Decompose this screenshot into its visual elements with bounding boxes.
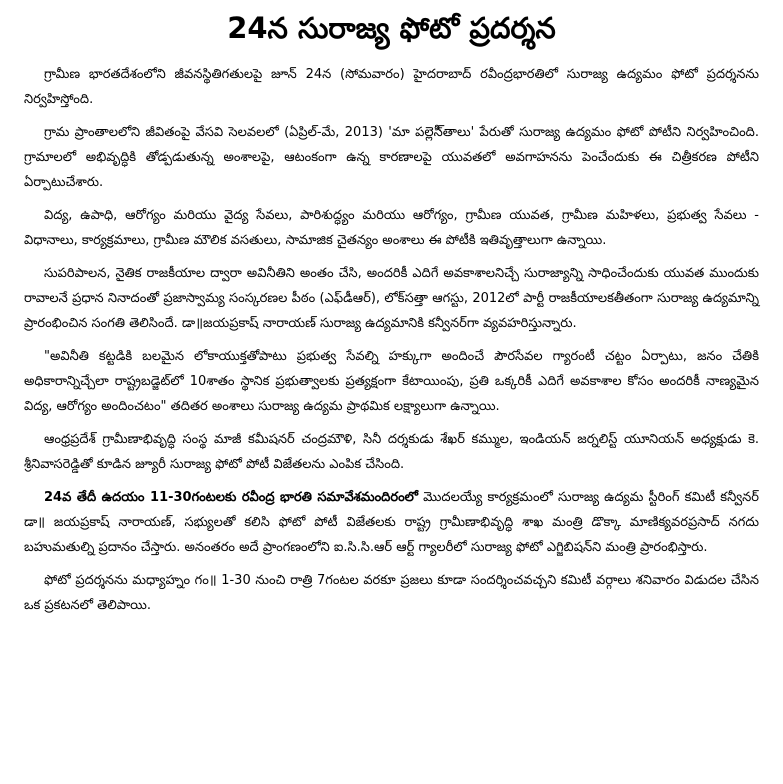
paragraph-text: విద్య, ఉపాధి, ఆరోగ్యం మరియు వైద్య సేవలు, పారిశుద్ధ్యం మరియు ఆరోగ్యం, గ్రామీణ యువత, గ్రామీణ మహిళలు, ప్రభుత్వ సేవలు - విధానాలు, కార్యక్రమాలు, గ్రామీణ మౌలిక వసతులు, సామాజిక చైతన్యం అంశాలు ఈ పోటీకి ఇతివృత్తాలుగా ఉన్నాయి.	[24, 208, 759, 248]
article-title: 24న సురాజ్య ఫోటో ప్రదర్శన	[227, 11, 556, 45]
article-paragraph-7	[24, 485, 759, 560]
article-paragraph-8	[24, 568, 759, 618]
paragraph-text: మొదలయ్యే కార్యక్రమంలో సురాజ్య ఉద్యమ స్టీరింగ్ కమిటీ కన్వీనర్ డా॥ జయప్రకాష్ నారాయణ్, సభ్యులతో కలిసి ఫోటో పోటీ విజేతలకు రాష్ట్ర గ్రామీణాభివృద్ధి శాఖ మంత్రి డొక్కా మాణిక్యవరప్రసాద్ నగదు బహుమతుల్ని ప్రదానం చేస్తారు. అనంతరం అదే ప్రాంగణంలోని ఐ.సి.సి.ఆర్ ఆర్ట్ గ్యాలరీలో సురాజ్య ఫోటో ఎగ్జిబిషన్‌ని మంత్రి ప్రారంభిస్తారు.	[24, 490, 759, 555]
article-paragraph-2	[24, 120, 759, 195]
article-paragraph-1	[24, 62, 759, 112]
paragraph-text: గ్రామీణ భారతదేశంలోని జీవనస్థితిగతులపై జూన్ 24న (సోమవారం) హైదరాబాద్ రవీంద్రభారతిలో సురాజ్య ఉద్యమం ఫోటో ప్రదర్శనను నిర్వహిస్తోంది.	[24, 67, 759, 107]
paragraph-text: ఆంధ్రప్రదేశ్ గ్రామీణాభివృద్ధి సంస్థ మాజీ కమీషనర్ చంద్రమౌళి, సినీ దర్శకుడు శేఖర్ కమ్ముల, ఇండియన్ జర్నలిస్ట్ యూనియన్ అధ్యక్షుడు కె. శ్రీనివాసరెడ్డితో కూడిన జ్యూరీ సురాజ్య ఫోటో పోటీ విజేతలను ఎంపిక చేసింది.	[24, 432, 759, 472]
paragraph-text: గ్రామ ప్రాంతాలలోని జీవితంపై వేసవి సెలవలలో (ఏప్రిల్-మే, 2013) 'మా పల్లెసీ్తాలు' పేరుతో సురాజ్య ఉద్యమం ఫోటో పోటీని నిర్వహించింది. గ్రామాలలో అభివృద్ధికి తోడ్పడుతున్న అంశాలపై, ఆటంకంగా ఉన్న కారణాలపై యువతలో అవగాహనను పెంచేందుకు ఈ చిత్రీకరణ పోటీని ఏర్పాటుచేశారు.	[24, 125, 759, 190]
paragraph-text: సుపరిపాలన, నైతిక రాజకీయాల ద్వారా అవినీతిని అంతం చేసి, అందరికీ ఎదిగే అవకాశాలనిచ్చే సురాజ్యాన్ని సాధించేందుకు యువత ముందుకు రావాలనే ప్రధాన నినాదంతో ప్రజాస్వామ్య సంస్కరణల పీఠం (ఎఫ్‌డీఆర్), లోక్‌సత్తా ఆగస్టు, 2012లో పార్టీ రాజకీయాలకతీతంగా సురాజ్య ఉద్యమాన్ని ప్రారంభించిన సంగతి తెలిసిందే. డా॥జయప్రకాష్ నారాయణ్ సురాజ్య ఉద్యమానికి కన్వీనర్‌గా వ్యవహరిస్తున్నారు.	[24, 266, 759, 331]
article-paragraph-6	[24, 427, 759, 477]
article-paragraph-4	[24, 261, 759, 336]
paragraph-text: "అవినీతి కట్టడికి బలమైన లోకాయుక్తతోపాటు ప్రభుత్వ సేవల్ని హక్కుగా అందించే పౌరసేవల గ్యారంటీ చట్టం ఏర్పాటు, జనం చేతికి అధికారాన్నిచ్చేలా రాష్ట్రబడ్జెట్‌లో 10శాతం స్థానిక ప్రభుత్వాలకు ప్రత్యక్షంగా కేటాయింపు, ప్రతి ఒక్కరికీ ఎదిగే అవకాశాల కోసం అందరికీ నాణ్యమైన విద్య, ఆరోగ్యం అందించటం" తదితర అంశాలు సురాజ్య ఉద్యమ ప్రాథమిక లక్ష్యాలుగా ఉన్నాయి.	[24, 349, 759, 414]
article-paragraph-5	[24, 344, 759, 419]
article-paragraph-3	[24, 203, 759, 253]
paragraph-lead-bold: 24వ తేదీ ఉదయం 11-30గంటలకు రవీంద్ర భారతి సమావేశమందిరంలో	[44, 490, 419, 505]
paragraph-text: ఫోటో ప్రదర్శనను మధ్యాహ్నం గం॥ 1-30 నుంచి రాత్రి 7గంటల వరకూ ప్రజలు కూడా సందర్శించవచ్చని కమిటీ వర్గాలు శనివారం విడుదల చేసిన ఒక ప్రకటనలో తెలిపాయి.	[24, 573, 759, 613]
